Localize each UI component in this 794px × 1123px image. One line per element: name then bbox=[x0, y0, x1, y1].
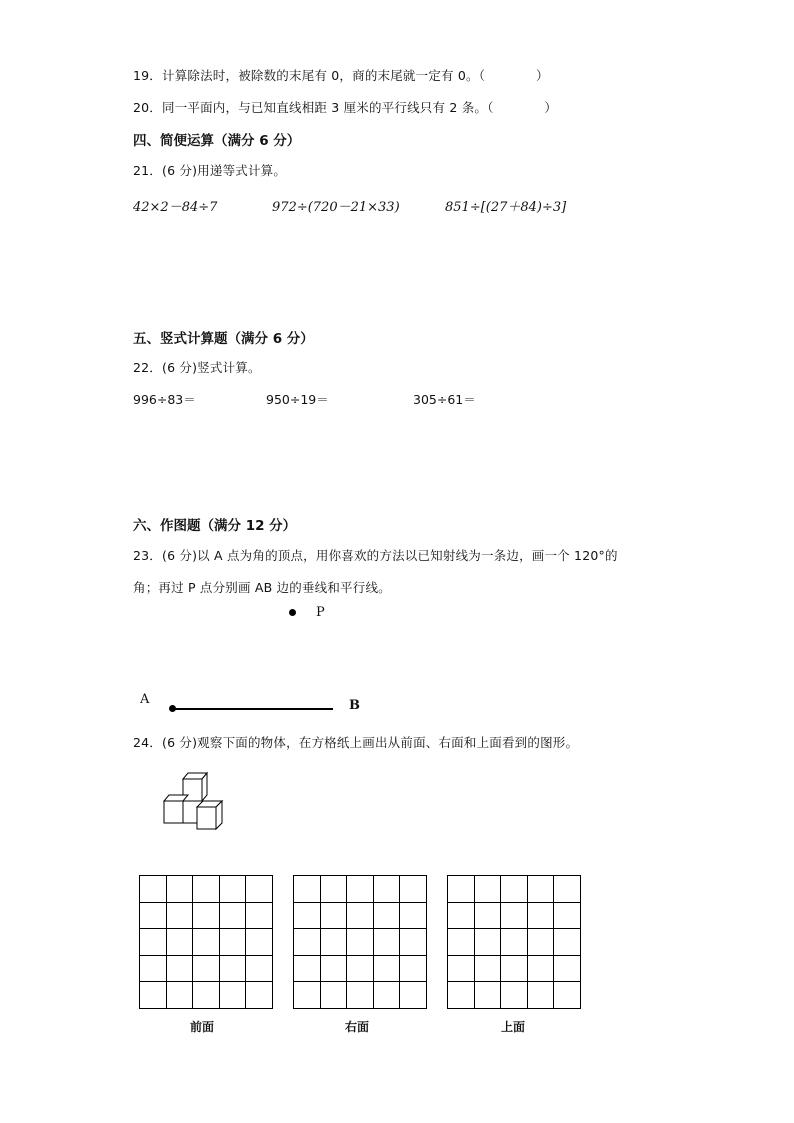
point-p-dot bbox=[289, 609, 296, 616]
grid-right[interactable] bbox=[293, 875, 427, 1009]
point-b-label: B bbox=[349, 698, 360, 713]
ray-ab bbox=[173, 708, 333, 710]
question-23-line1: 23．(6 分)以 A 点为角的顶点，用你喜欢的方法以已知射线为一条边，画一个 120°的 bbox=[133, 548, 618, 563]
question-23-line2: 角；再过 P 点分别画 AB 边的垂线和平行线。 bbox=[133, 580, 391, 595]
question-19: 19．计算除法时，被除数的末尾有 0，商的末尾就一定有 0。（ ） bbox=[133, 68, 549, 83]
grid-label-top: 上面 bbox=[501, 1020, 526, 1034]
grid-label-front: 前面 bbox=[190, 1020, 215, 1034]
division-2: 950÷19＝ bbox=[266, 392, 329, 407]
section-5-heading: 五、竖式计算题（满分 6 分） bbox=[133, 331, 314, 347]
grid-top[interactable] bbox=[447, 875, 581, 1009]
section-6-heading: 六、作图题（满分 12 分） bbox=[133, 518, 297, 534]
question-22: 22．(6 分)竖式计算。 bbox=[133, 360, 261, 375]
cube-stack-figure bbox=[160, 768, 236, 834]
point-p-label: P bbox=[316, 605, 325, 620]
grid-front[interactable] bbox=[139, 875, 273, 1009]
expression-2: 972÷(720－21×33) bbox=[272, 200, 400, 215]
expression-1: 42×2－84÷7 bbox=[133, 200, 218, 215]
question-21: 21．(6 分)用递等式计算。 bbox=[133, 163, 287, 178]
section-4-heading: 四、简便运算（满分 6 分） bbox=[133, 133, 301, 149]
question-24: 24．(6 分)观察下面的物体，在方格纸上画出从前面、右面和上面看到的图形。 bbox=[133, 735, 579, 750]
point-a-label: A bbox=[140, 692, 150, 707]
question-20: 20．同一平面内，与已知直线相距 3 厘米的平行线只有 2 条。（ ） bbox=[133, 100, 558, 115]
grid-label-right: 右面 bbox=[345, 1020, 370, 1034]
division-1: 996÷83＝ bbox=[133, 392, 196, 407]
front-right-cube bbox=[197, 801, 222, 829]
expression-3: 851÷[(27＋84)÷3] bbox=[445, 200, 567, 215]
division-3: 305÷61＝ bbox=[413, 392, 476, 407]
